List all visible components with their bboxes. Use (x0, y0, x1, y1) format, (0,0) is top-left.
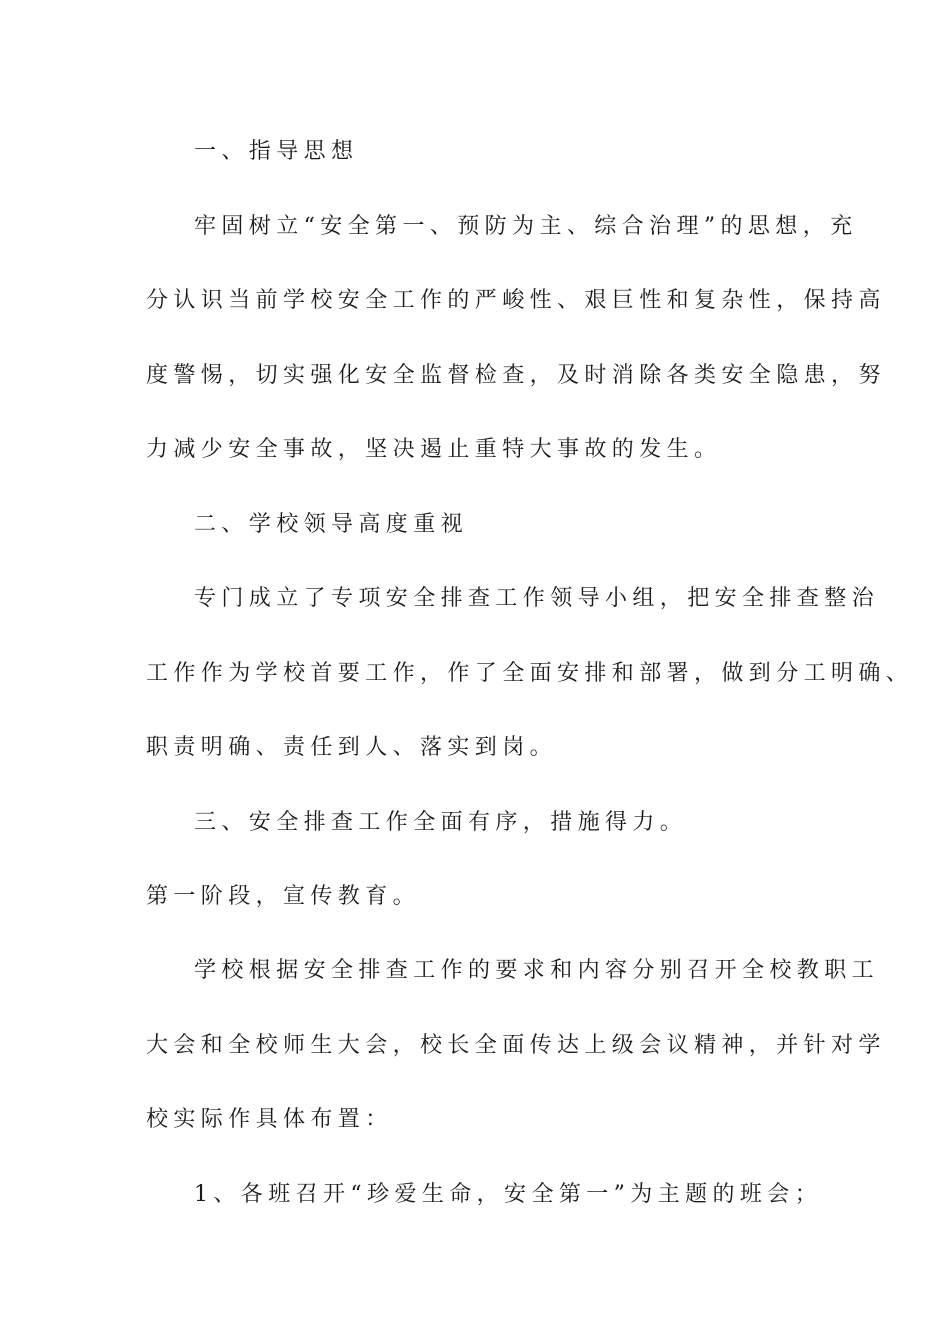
paragraph-line: 学校根据安全排查工作的要求和内容分别召开全校教职工 (194, 958, 880, 983)
heading-leadership: 二、学校领导高度重视 (194, 512, 469, 537)
paragraph-line: 校实际作具体布置： (146, 1107, 393, 1132)
paragraph-line: 分认识当前学校安全工作的严峻性、艰巨性和复杂性，保持高 (146, 288, 886, 313)
paragraph-line: 工作作为学校首要工作，作了全面安排和部署，做到分工明确、 (146, 661, 914, 686)
paragraph-line: 力减少安全事故，坚决遏止重特大事故的发生。 (146, 437, 722, 462)
paragraph-line: 大会和全校师生大会，校长全面传达上级会议精神，并针对学 (146, 1033, 886, 1058)
list-item: 1、各班召开“珍爱生命，安全第一”为主题的班会； (194, 1182, 823, 1207)
paragraph-line: 职责明确、责任到人、落实到岗。 (146, 735, 558, 760)
heading-inspection-work: 三、安全排查工作全面有序，措施得力。 (194, 810, 688, 835)
subheading-stage-one: 第一阶段，宣传教育。 (146, 884, 421, 909)
heading-guiding-ideology: 一、指导思想 (194, 139, 359, 164)
paragraph-line: 牢固树立“安全第一、预防为主、综合治理”的思想，充 (194, 214, 858, 239)
paragraph-line: 专门成立了专项安全排查工作领导小组，把安全排查整治 (194, 586, 880, 611)
paragraph-line: 度警惕，切实强化安全监督检查，及时消除各类安全隐患，努 (146, 363, 886, 388)
